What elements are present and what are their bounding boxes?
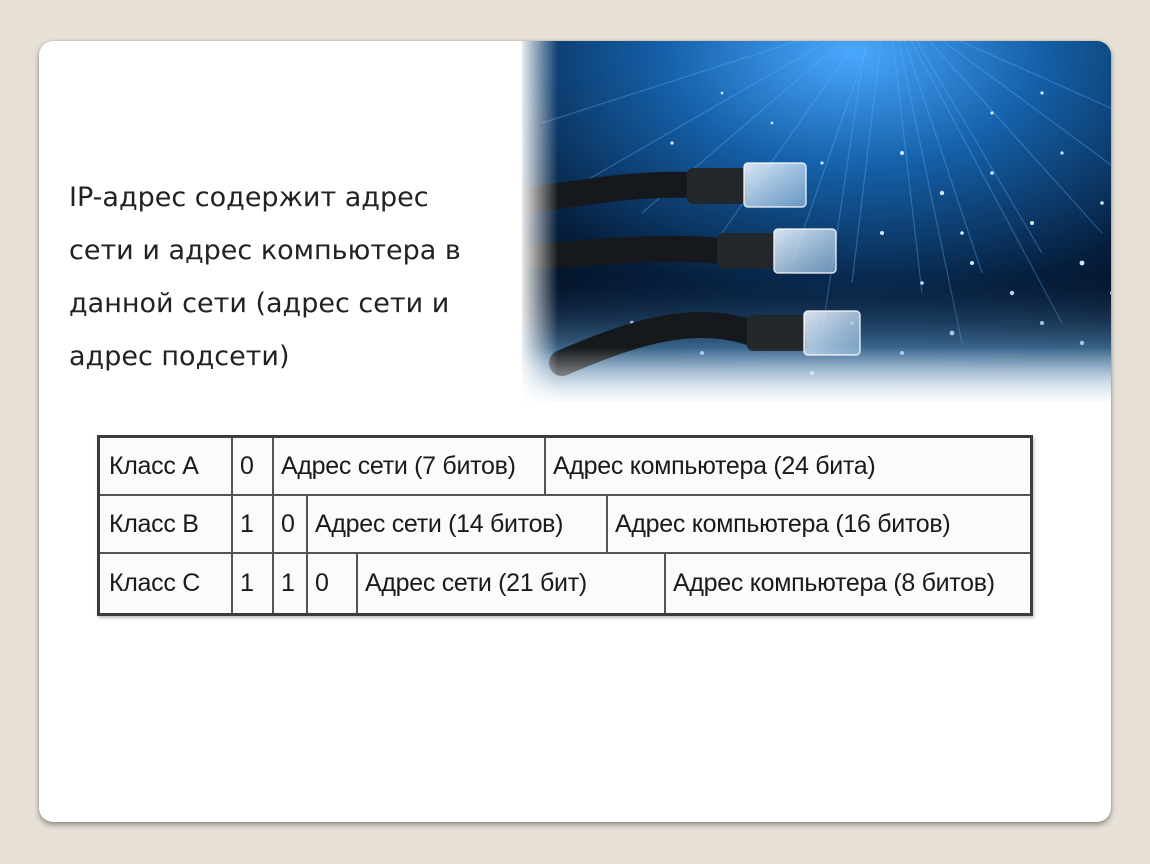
slide-body-text: IP-адрес содержит адрес сети и адрес компьютера в данной сети (адрес сети и адрес подсети) [69,182,461,372]
table-row-class-c [100,554,1030,613]
table-row-class-a [100,438,1030,496]
network-address-cell: Адрес сети (14 битов) [308,496,608,552]
bit-cell: 0 [274,496,308,552]
class-label: Класс A [100,438,233,494]
slide [39,41,1111,822]
host-address-cell: Адрес компьютера (16 битов) [615,509,951,538]
network-address-cell: Адрес сети (21 бит) [358,554,666,613]
network-cables-photo [522,41,1111,403]
bit-cell: 0 [233,438,274,494]
class-label: Класс C [100,554,233,613]
host-address-cell: Адрес компьютера (8 битов) [673,569,995,597]
bit-cell: 1 [274,554,308,613]
table-row-class-b [100,496,1030,554]
host-address-cell: Адрес компьютера (24 бита) [553,451,876,480]
network-address-cell: Адрес сети (7 битов) [274,438,546,494]
bit-cell: 1 [233,496,274,552]
ip-class-table [97,435,1033,616]
bit-cell: 1 [233,554,274,613]
class-label: Класс B [100,496,233,552]
bit-cell: 0 [308,554,358,613]
